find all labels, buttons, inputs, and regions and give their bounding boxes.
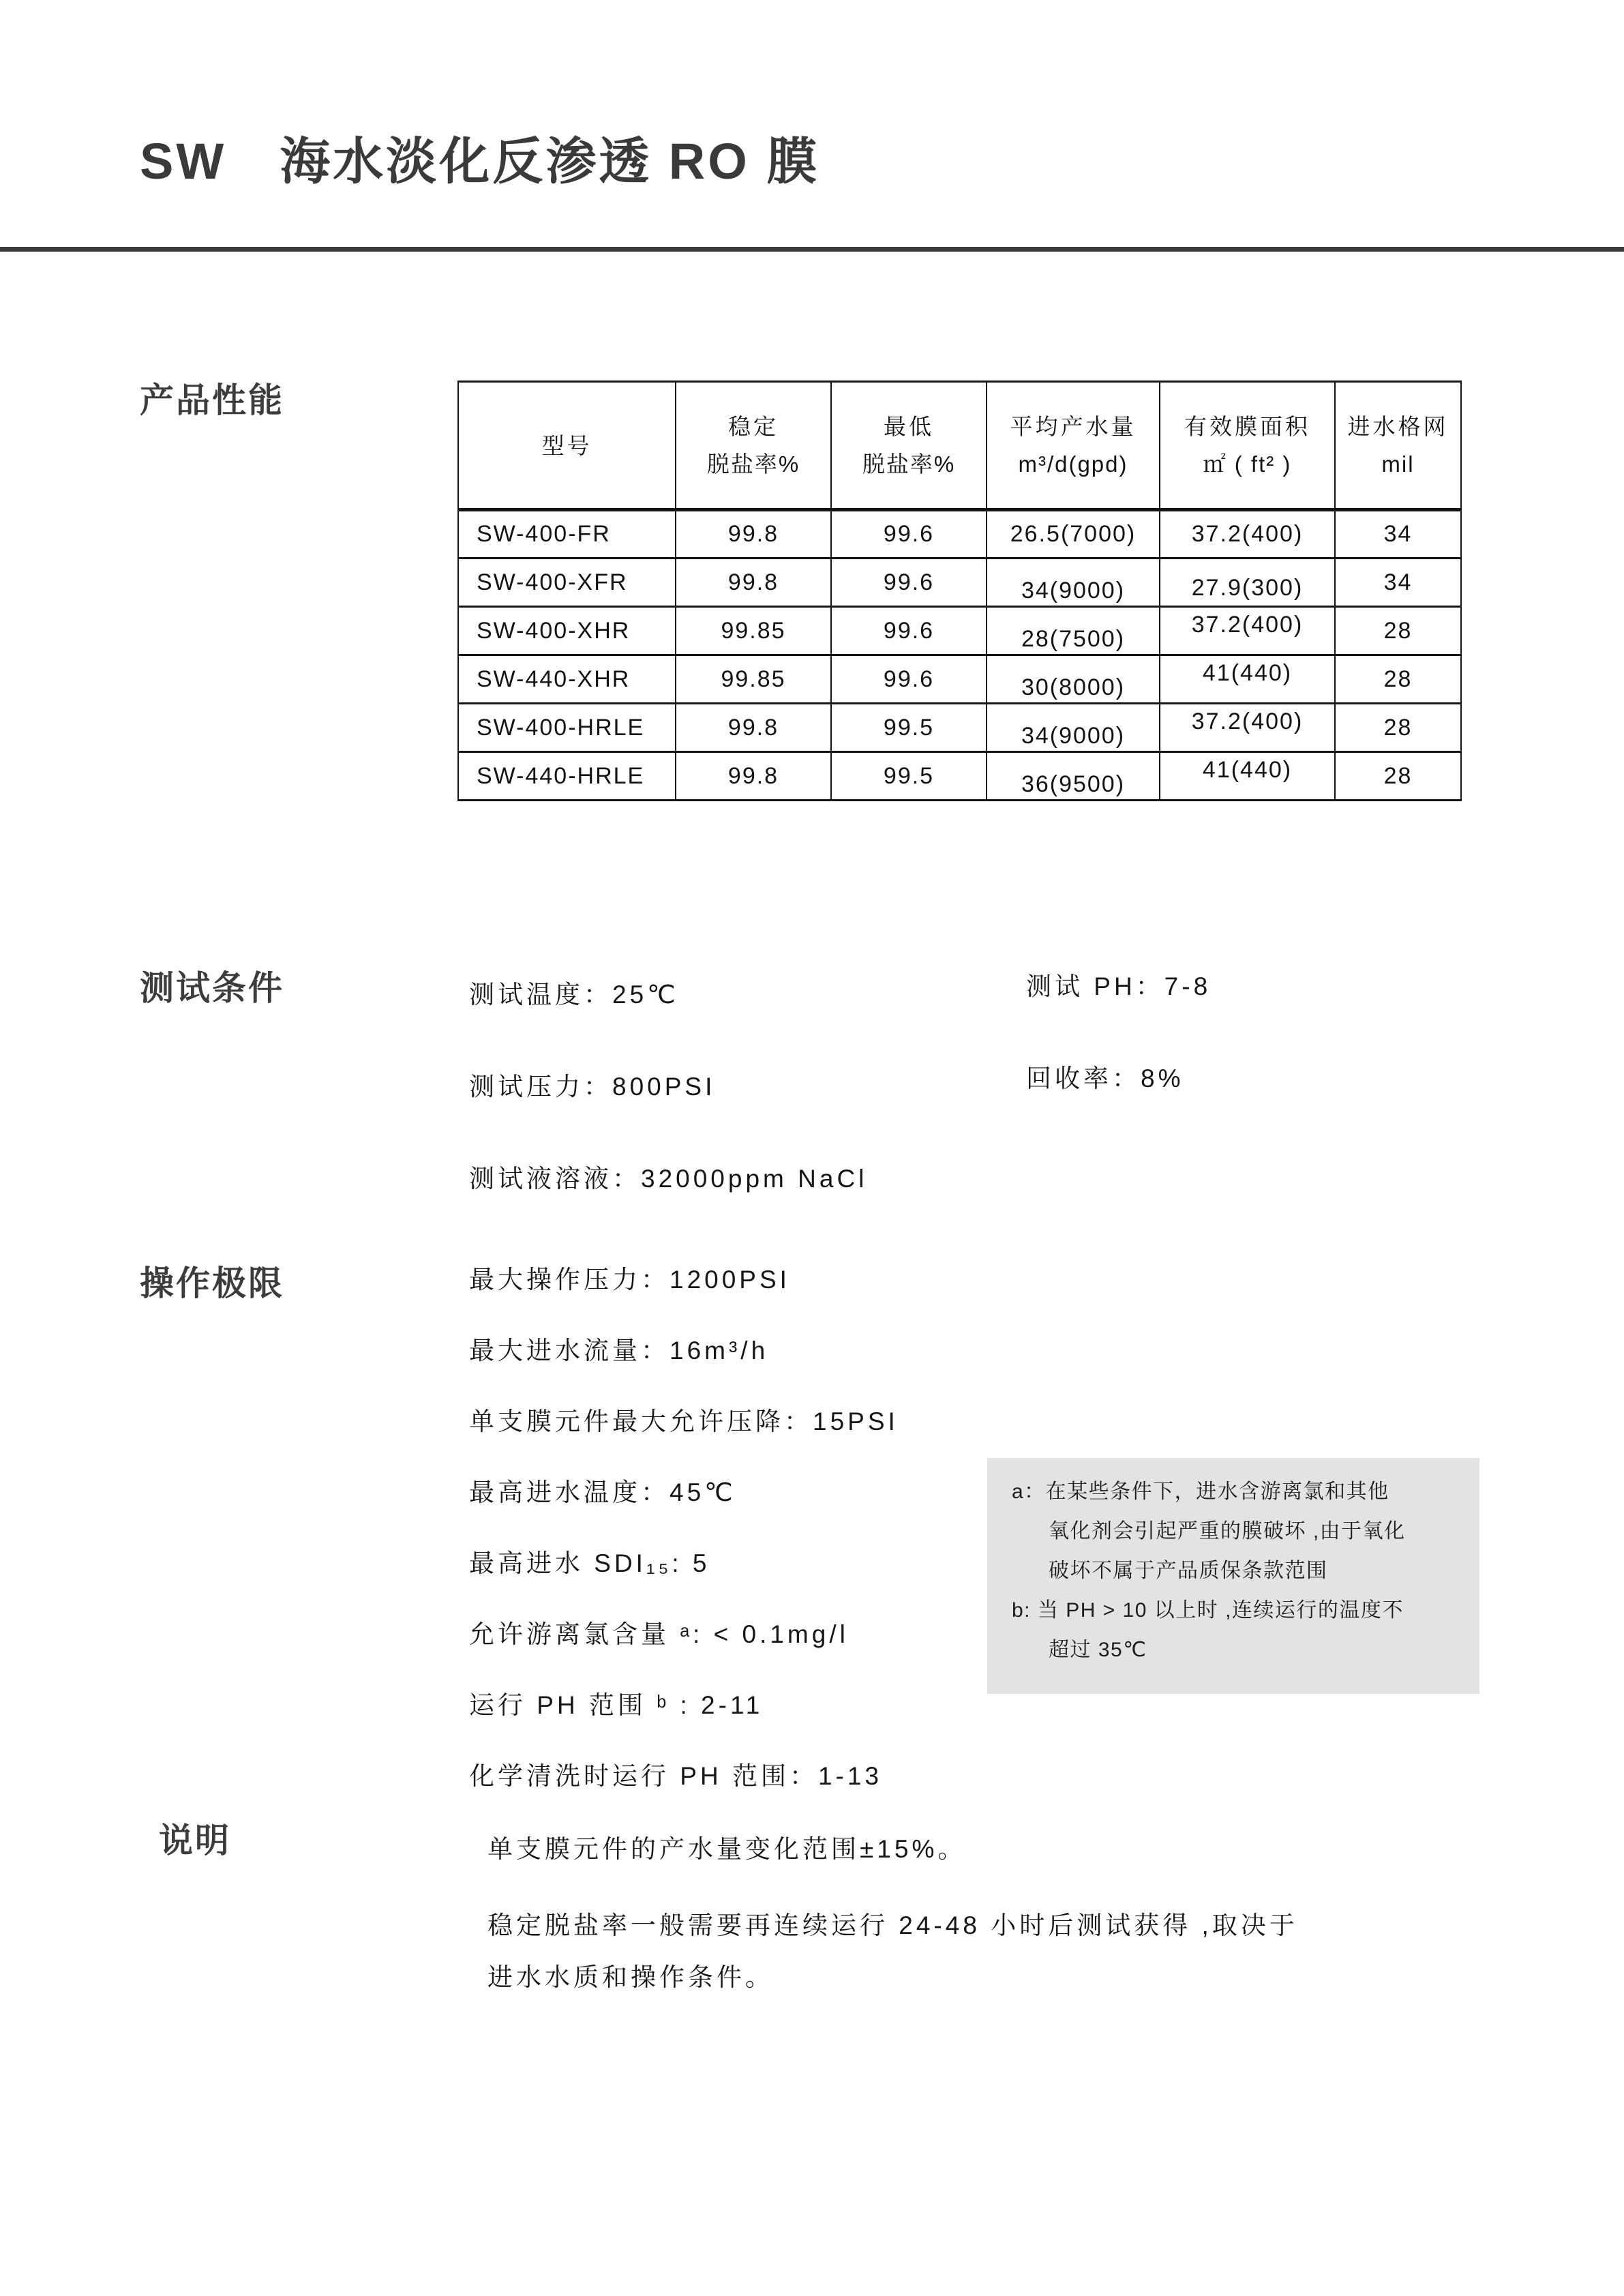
cell-min-rejection: 99.6	[883, 617, 935, 644]
cell-feed-spacer: 28	[1383, 666, 1413, 692]
table-row	[458, 510, 1461, 558]
col-header-stable-rejection: 稳定 脱盐率%	[676, 382, 831, 510]
cell-feed-spacer: 34	[1383, 569, 1413, 595]
col-header-model: 型号	[458, 382, 676, 510]
footnote-line: b: 当 PH > 10 以上时 ,连续运行的温度不	[1012, 1599, 1404, 1622]
section-heading-remarks: 说明	[159, 1821, 231, 1860]
cell-stable-rejection: 99.8	[727, 569, 779, 595]
remarks-line-1: 单支膜元件的产水量变化范围±15%。	[487, 1835, 967, 1863]
cell-stable-rejection: 99.85	[721, 617, 786, 644]
table-header-row	[458, 382, 1461, 510]
cell-min-rejection: 99.6	[883, 569, 935, 595]
cell-membrane-area: 37.2(400)	[1191, 708, 1304, 734]
cell-avg-flow: 36(9500)	[1021, 771, 1126, 797]
cell-avg-flow: 28(7500)	[1021, 625, 1126, 652]
cell-membrane-area: 27.9(300)	[1191, 574, 1304, 601]
cell-membrane-area: 41(440)	[1202, 659, 1293, 686]
limit-cleaning-ph-range: 化学清洗时运行 PH 范围：1-13	[469, 1762, 883, 1790]
test-condition-solution: 测试液溶液：32000ppm NaCl	[469, 1165, 868, 1193]
footnote-line: a：在某些条件下，进水含游离氯和其他	[1012, 1480, 1389, 1503]
cell-min-rejection: 99.6	[883, 521, 935, 547]
cell-min-rejection: 99.5	[883, 762, 935, 789]
cell-model: SW-400-XHR	[477, 617, 631, 644]
cell-model: SW-440-HRLE	[477, 762, 645, 789]
spec-table	[457, 381, 1462, 801]
table-row	[458, 655, 1461, 704]
limit-free-chlorine: 允许游离氯含量 ᵃ: < 0.1mg/l	[469, 1620, 849, 1648]
cell-model: SW-440-XHR	[477, 666, 631, 692]
page-title: SW 海水淡化反渗透 RO 膜	[140, 133, 820, 190]
cell-feed-spacer: 28	[1383, 617, 1413, 644]
remarks-line-2: 稳定脱盐率一般需要再连续运行 24-48 小时后测试获得 ,取决于	[487, 1911, 1298, 1939]
table-row	[458, 558, 1461, 607]
cell-membrane-area: 37.2(400)	[1191, 521, 1304, 547]
cell-feed-spacer: 34	[1383, 521, 1413, 547]
title-divider	[0, 247, 1624, 252]
cell-model: SW-400-HRLE	[477, 714, 645, 741]
test-condition-ph: 测试 PH：7-8	[1026, 972, 1212, 1000]
section-heading-performance: 产品性能	[140, 381, 284, 419]
limit-max-pressure: 最大操作压力：1200PSI	[469, 1266, 790, 1294]
cell-stable-rejection: 99.8	[727, 714, 779, 741]
footnote-line: 氧化剂会引起严重的膜破坏 ,由于氧化	[1049, 1520, 1406, 1542]
cell-model: SW-400-FR	[477, 521, 611, 547]
test-condition-recovery: 回收率：8%	[1026, 1064, 1184, 1092]
footnote-box	[987, 1458, 1479, 1694]
cell-membrane-area: 37.2(400)	[1191, 611, 1304, 638]
footnote-line: 超过 35℃	[1049, 1639, 1147, 1661]
cell-model: SW-400-XFR	[477, 569, 628, 595]
limit-max-feed-flow: 最大进水流量：16m³/h	[469, 1337, 769, 1365]
col-header-min-rejection: 最低 脱盐率%	[831, 382, 987, 510]
cell-min-rejection: 99.6	[883, 666, 935, 692]
test-condition-temperature: 测试温度：25℃	[469, 981, 679, 1009]
col-header-membrane-area: 有效膜面积 ㎡ ( ft² )	[1160, 382, 1335, 510]
cell-avg-flow: 34(9000)	[1021, 722, 1126, 749]
cell-min-rejection: 99.5	[883, 714, 935, 741]
col-header-feed-spacer: 进水格网 mil	[1335, 382, 1461, 510]
table-row	[458, 752, 1461, 801]
table-row	[458, 607, 1461, 655]
cell-feed-spacer: 28	[1383, 714, 1413, 741]
performance-table-wrap	[457, 381, 1462, 801]
cell-membrane-area: 41(440)	[1202, 756, 1293, 783]
cell-feed-spacer: 28	[1383, 762, 1413, 789]
section-heading-test-conditions: 测试条件	[140, 969, 284, 1007]
cell-avg-flow: 26.5(7000)	[1010, 521, 1137, 547]
cell-stable-rejection: 99.85	[721, 666, 786, 692]
cell-stable-rejection: 99.8	[727, 521, 779, 547]
limit-operating-ph-range: 运行 PH 范围 ᵇ : 2-11	[469, 1691, 764, 1719]
limit-max-feed-temperature: 最高进水温度：45℃	[469, 1478, 736, 1506]
section-heading-operating-limits: 操作极限	[140, 1264, 284, 1302]
limit-max-sdi: 最高进水 SDI₁₅: 5	[469, 1549, 710, 1577]
footnote-line: 破坏不属于产品质保条款范围	[1049, 1560, 1328, 1582]
cell-avg-flow: 34(9000)	[1021, 577, 1126, 603]
cell-avg-flow: 30(8000)	[1021, 674, 1126, 700]
limit-max-pressure-drop: 单支膜元件最大允许压降：15PSI	[469, 1407, 899, 1435]
col-header-avg-flow: 平均产水量 m³/d(gpd)	[987, 382, 1160, 510]
cell-stable-rejection: 99.8	[727, 762, 779, 789]
remarks-line-3: 进水水质和操作条件。	[487, 1963, 774, 1991]
test-condition-pressure: 测试压力：800PSI	[469, 1073, 716, 1101]
table-row	[458, 704, 1461, 752]
